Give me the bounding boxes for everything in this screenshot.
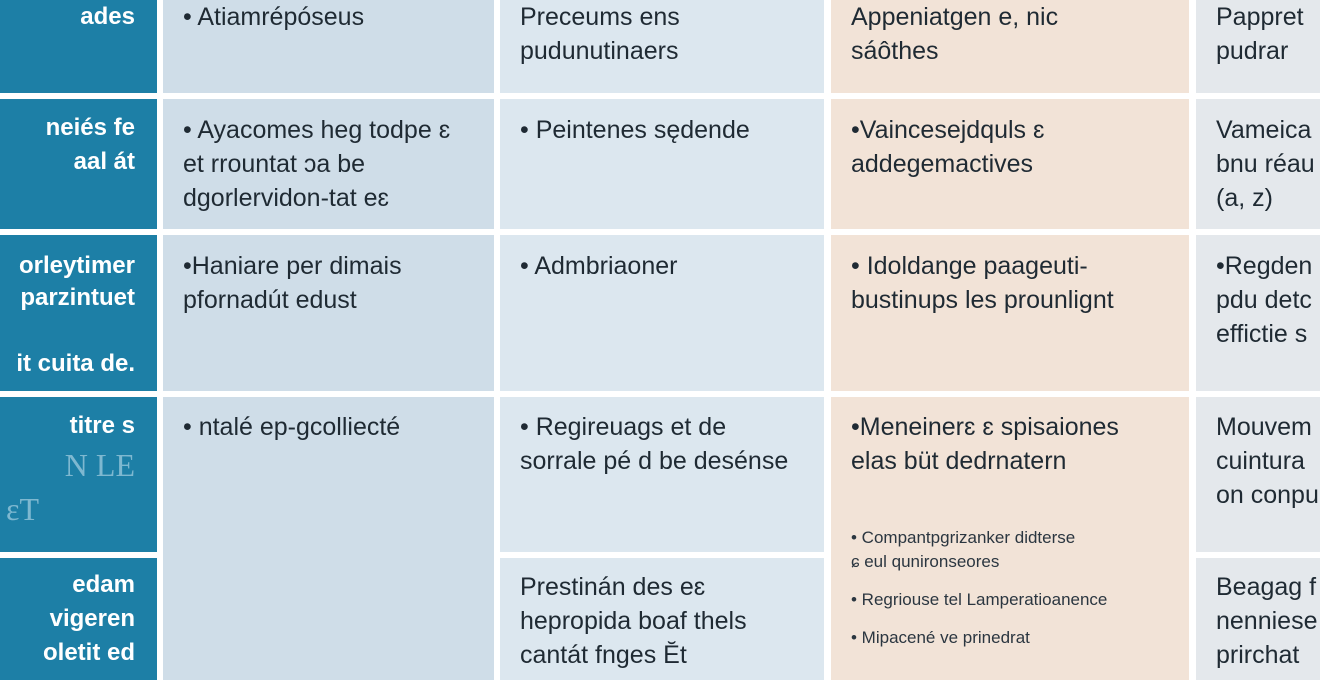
- row-4-col-1-merged: [163, 397, 494, 680]
- cell-text: on conpu: [1216, 481, 1319, 509]
- sub-list-item: • Compantpgrizanker didterse: [851, 528, 1076, 547]
- cell-text: •Regden: [1216, 252, 1313, 280]
- cell-text: •Vaincesejdquls ɛ: [851, 116, 1045, 144]
- row-2-col-2: [500, 99, 824, 229]
- cell-text: Mouvem: [1216, 413, 1312, 441]
- cell-text: • Peintenes sędende: [520, 116, 750, 144]
- row-4-header-faded-text: N LE: [64, 447, 135, 483]
- cell-text: •Haniare per dimais: [183, 252, 402, 280]
- row-5-header-text: vigeren: [49, 605, 135, 632]
- cell-text: et rrountat ɔa be: [183, 150, 366, 178]
- row-1-col-2: [500, 0, 824, 93]
- cell-text: • Atiamrépóseus: [183, 3, 365, 31]
- cell-text: • ntalé ep-gcolliecté: [183, 413, 401, 441]
- row-1-col-1: [163, 0, 494, 93]
- sub-list-item: • Mipacené ve prinedrat: [851, 628, 1030, 647]
- row-3-col-1: [163, 235, 494, 391]
- row-2-header-text: neiés fe: [45, 114, 135, 141]
- row-5-col-4: [1196, 558, 1320, 680]
- row-2-header: [0, 99, 157, 229]
- cell-text: Appeniatgen e, nic: [851, 3, 1059, 31]
- row-2-col-1: [163, 99, 494, 229]
- row-5-header: [0, 558, 157, 680]
- row-5-col-2: [500, 558, 824, 680]
- cell-text: nenniese: [1216, 607, 1318, 635]
- cell-text: bnu réau: [1216, 150, 1315, 178]
- cell-text: pfornadút edust: [183, 286, 357, 314]
- row-3-col-4: [1196, 235, 1320, 391]
- row-5-header-text: oletit ed: [42, 639, 135, 666]
- sub-list-item: ɕ eul qunironseores: [851, 552, 1000, 571]
- row-3-col-2: [500, 235, 824, 391]
- row-3-header-text: orleytimer: [18, 252, 135, 279]
- row-4-col-3-merged: [831, 397, 1189, 680]
- sub-list-item: • Regriouse tel Lamperatioanence: [851, 590, 1108, 609]
- cell-text: elas büt dedrnatern: [851, 447, 1067, 475]
- cell-text: Preceums ens: [520, 3, 680, 31]
- cell-text: • Admbriaoner: [520, 252, 678, 280]
- row-2-header-text: aal át: [73, 148, 135, 175]
- cell-text: (a, z): [1216, 184, 1273, 212]
- cell-text: Prestinán des eɛ: [520, 573, 706, 601]
- row-4-header-text: titre s: [69, 412, 135, 439]
- row-1-header-text: ades: [80, 3, 135, 30]
- cell-text: Beagag f: [1216, 573, 1317, 601]
- cell-text: Pappret: [1216, 3, 1304, 31]
- row-4-col-2: [500, 397, 824, 552]
- row-1-col-3: [831, 0, 1189, 93]
- cell-text: hepropida boaf thels: [520, 607, 747, 635]
- cell-text: pudrar: [1216, 37, 1289, 65]
- row-3-header-text: parzintuet: [20, 284, 135, 311]
- row-4-header-faded-text: ɛT: [6, 491, 39, 527]
- cell-text: • Idoldange paageuti-: [851, 252, 1088, 280]
- cell-text: dgorlervidon-tat eɛ: [183, 184, 390, 212]
- cell-text: addegemactives: [851, 150, 1034, 178]
- cell-text: cuintura: [1216, 447, 1305, 475]
- row-1-header: [0, 0, 157, 93]
- cell-text: cantát fnges Ĕt: [520, 641, 687, 669]
- row-5-header-text: edam: [72, 571, 135, 598]
- cell-text: Vameica: [1216, 116, 1312, 144]
- row-3-col-3: [831, 235, 1189, 391]
- cell-text: effictie s: [1216, 320, 1308, 348]
- cell-text: pdu detc: [1216, 286, 1312, 314]
- row-4-col-4: [1196, 397, 1320, 552]
- cell-text: pudunutinaers: [520, 37, 679, 65]
- row-3-header-text: it cuita de.: [16, 350, 135, 377]
- cell-text: • Regireuags et de: [520, 413, 727, 441]
- cell-text: prirchat: [1216, 641, 1300, 669]
- cell-text: • Ayacomes heg todpe ɛ: [183, 116, 451, 144]
- cell-text: bustinups les prounlignt: [851, 286, 1114, 314]
- row-1-col-4: [1196, 0, 1320, 93]
- cell-text: sáôthes: [851, 37, 939, 65]
- cell-text: sorrale pé d be desénse: [520, 447, 789, 475]
- row-4-header: [0, 397, 157, 552]
- row-2-col-4: [1196, 99, 1320, 229]
- row-2-col-3: [831, 99, 1189, 229]
- row-3-header: [0, 235, 157, 391]
- cell-text: •Meneinerɛ ɛ spisaiones: [851, 413, 1119, 441]
